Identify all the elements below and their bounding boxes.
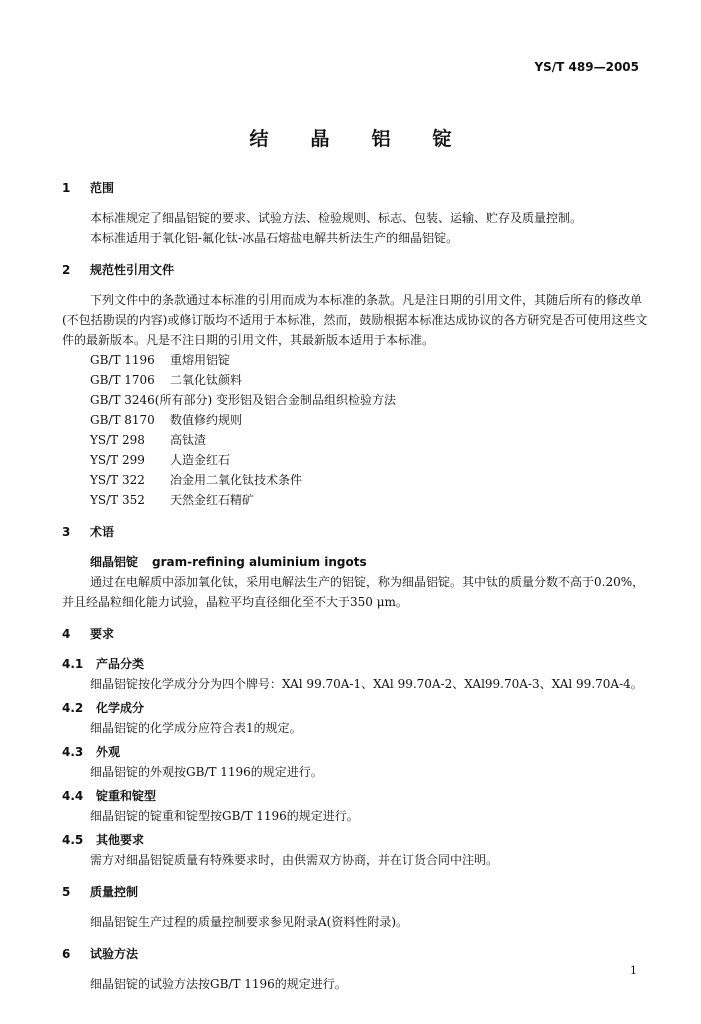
section-heading: 1 范围 — [62, 181, 115, 195]
paragraph: 细晶铝锭的锭重和锭型按GB/T 1196的规定进行。 — [90, 809, 359, 823]
reference-item: GB/T 8170 数值修约规则 — [90, 413, 243, 427]
section-heading: 5 质量控制 — [62, 885, 139, 899]
section-heading: 2 规范性引用文件 — [62, 263, 175, 277]
paragraph: 细晶铝锭生产过程的质量控制要求参见附录A(资料性附录)。 — [90, 915, 409, 929]
term-entry: 细晶铝锭 gram-refining aluminium ingots — [90, 555, 367, 569]
reference-item: YS/T 298 高钛渣 — [90, 433, 207, 447]
section-heading: 4 要求 — [62, 627, 115, 641]
paragraph: 细晶铝锭的外观按GB/T 1196的规定进行。 — [90, 765, 323, 779]
reference-item: YS/T 352 天然金红石精矿 — [90, 493, 255, 507]
document-body — [62, 178, 652, 1006]
section-terms — [62, 522, 652, 612]
reference-item: YS/T 322 冶金用二氧化钛技术条件 — [90, 473, 303, 487]
subsection — [62, 786, 652, 826]
standard-code: YS/T 489—2005 — [534, 60, 639, 74]
paragraph: 细晶铝锭按化学成分分为四个牌号：XAl 99.70A-1、XAl 99.70A-2、XAl99.70A-3、XAl 99.70A-4。 — [90, 677, 643, 691]
subsection — [62, 698, 652, 738]
reference-item: GB/T 3246(所有部分) 变形铝及铝合金制品组织检验方法 — [90, 393, 397, 407]
subsection — [62, 830, 652, 870]
section-requirements — [62, 624, 652, 870]
paragraph: 通过在电解质中添加氧化钛，采用电解法生产的铝锭，称为细晶铝锭。其中钛的质量分数不高于0.20%，并且经晶粒细化能力试验，晶粒平均直径细化至不大于350 μm。 — [62, 575, 645, 609]
subsection-heading: 4.2 化学成分 — [62, 701, 145, 715]
paragraph: 本标准适用于氧化铝-氟化钛-冰晶石熔盐电解共析法生产的细晶铝锭。 — [90, 231, 459, 245]
section-heading: 3 术语 — [62, 525, 115, 539]
reference-item: YS/T 299 人造金红石 — [90, 453, 231, 467]
subsection-heading: 4.5 其他要求 — [62, 833, 145, 847]
section-scope — [62, 178, 652, 248]
subsection-heading: 4.4 锭重和锭型 — [62, 789, 157, 803]
section-heading: 6 试验方法 — [62, 947, 139, 961]
section-normative-references — [62, 260, 652, 510]
page-number: 1 — [630, 964, 637, 977]
paragraph: 需方对细晶铝锭质量有特殊要求时，由供需双方协商，并在订货合同中注明。 — [90, 853, 499, 867]
reference-item: GB/T 1706 二氧化钛颜料 — [90, 373, 243, 387]
paragraph: 本标准规定了细晶铝锭的要求、试验方法、检验规则、标志、包装、运输、贮存及质量控制。 — [90, 211, 583, 225]
subsection-heading: 4.1 产品分类 — [62, 657, 145, 671]
paragraph: 下列文件中的条款通过本标准的引用而成为本标准的条款。凡是注日期的引用文件，其随后所有的修改单(不包括勘误的内容)或修订版均不适用于本标准，然而，鼓励根据本标准达成协议的各方研究是否可使用这些文件的最新版本。凡是不注日期的引用文件，其最新版本适用于本标准。 — [62, 293, 648, 347]
subsection-heading: 4.3 外观 — [62, 745, 121, 759]
reference-item: GB/T 1196 重熔用铝锭 — [90, 353, 231, 367]
subsection — [62, 742, 652, 782]
paragraph: 细晶铝锭的化学成分应符合表1的规定。 — [90, 721, 302, 735]
section-quality-control — [62, 882, 652, 932]
paragraph: 细晶铝锭的试验方法按GB/T 1196的规定进行。 — [90, 977, 347, 991]
page-title: 结晶铝锭 — [249, 128, 494, 150]
subsection — [62, 654, 652, 694]
section-test-methods — [62, 944, 652, 994]
